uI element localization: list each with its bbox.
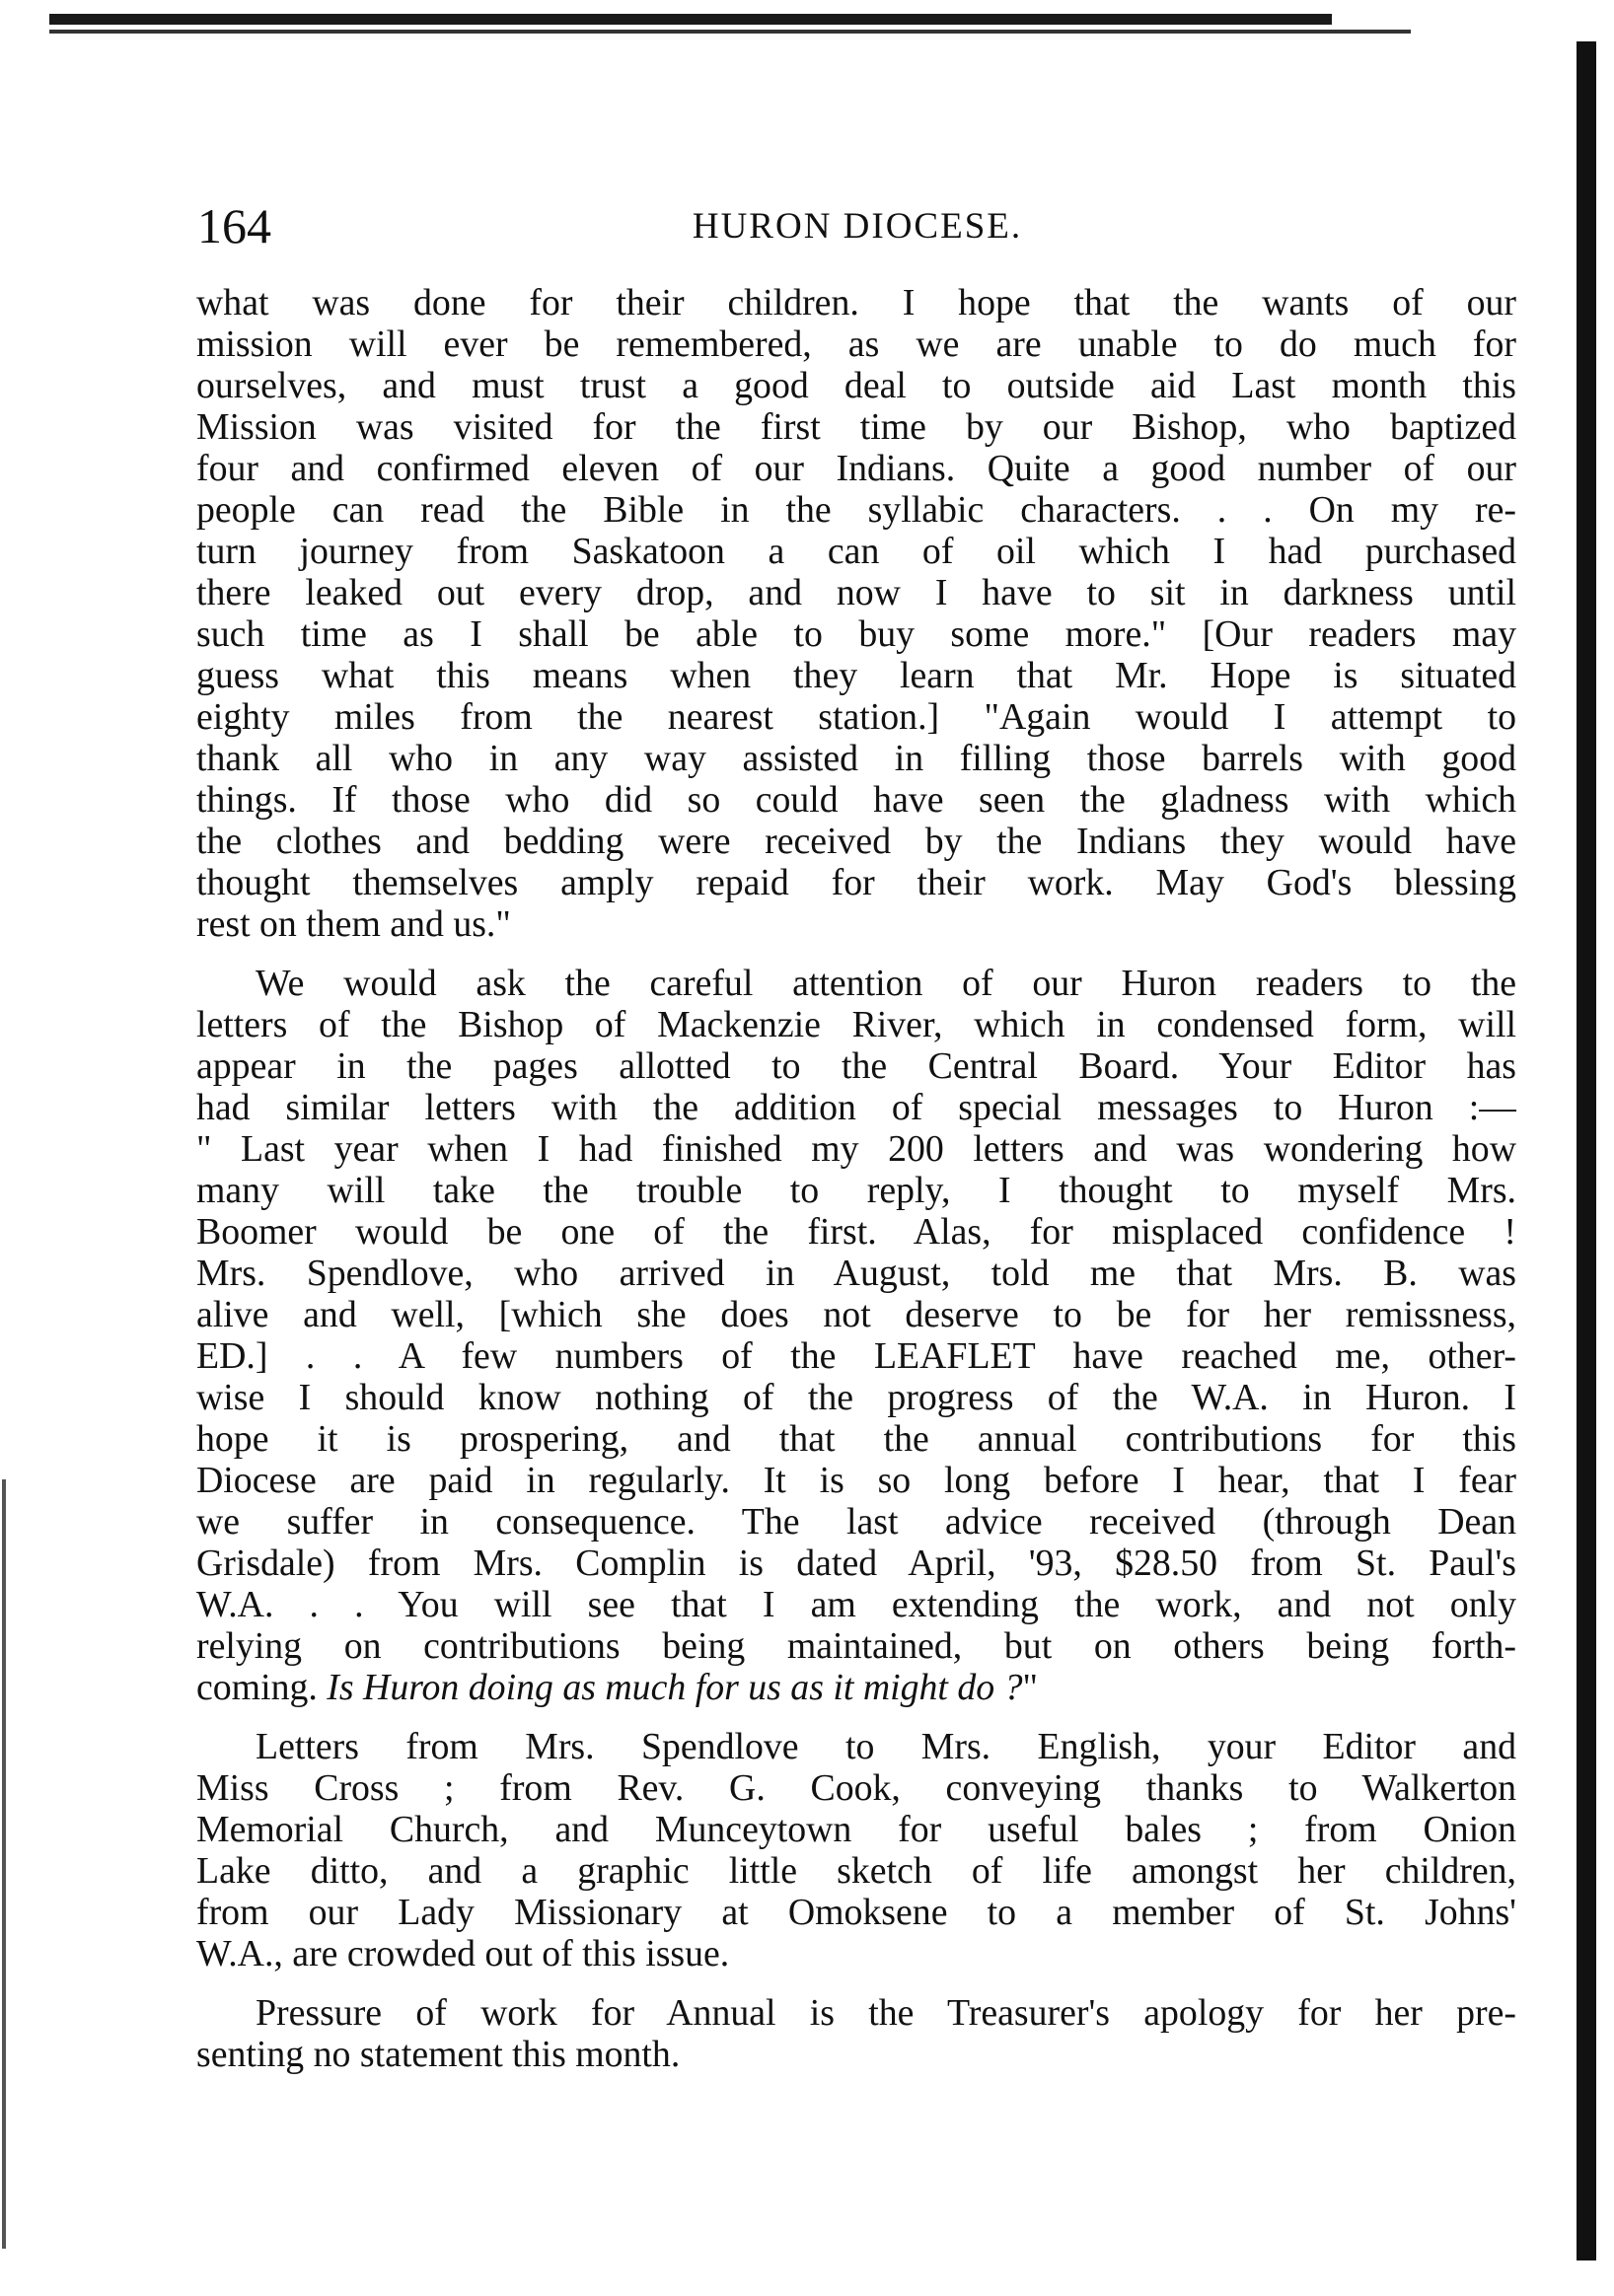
italic-quote: Is Huron doing as much for us as it might do ? bbox=[327, 1667, 1023, 1708]
text-line: wise I should know nothing of the progress of the W.A. in Huron. I bbox=[196, 1377, 1516, 1418]
top-border-rule bbox=[49, 14, 1332, 25]
text-line: W.A., are crowded out of this issue. bbox=[196, 1933, 730, 1974]
text-line: there leaked out every drop, and now I have to sit in darkness until bbox=[196, 572, 1516, 613]
text-line: Memorial Church, and Munceytown for useful bales ; from Onion bbox=[196, 1809, 1516, 1850]
text-line: the clothes and bedding were received by the Indians they would have bbox=[196, 821, 1516, 862]
text-line: rest on them and us." bbox=[196, 903, 511, 945]
text-line: thank all who in any way assisted in filling those barrels with good bbox=[196, 738, 1516, 779]
text-line: such time as I shall be able to buy some more." [Our readers may bbox=[196, 613, 1516, 655]
text-line: Mrs. Spendlove, who arrived in August, told me that Mrs. B. was bbox=[196, 1253, 1516, 1294]
text-line: alive and well, [which she does not deserve to be for her remissness, bbox=[196, 1294, 1516, 1335]
top-border-rule-thin bbox=[49, 30, 1411, 34]
text-line: we suffer in consequence. The last advice received (through Dean bbox=[196, 1501, 1516, 1543]
running-head bbox=[197, 197, 1517, 256]
text-line: hope it is prospering, and that the annual contributions for this bbox=[196, 1418, 1516, 1460]
paragraph bbox=[196, 282, 1516, 945]
running-title: HURON DIOCESE. bbox=[692, 206, 1023, 247]
text-line: Miss Cross ; from Rev. G. Cook, conveying thanks to Walkerton bbox=[196, 1767, 1516, 1809]
body-text bbox=[196, 282, 1516, 2075]
page-number: 164 bbox=[197, 198, 271, 253]
paragraph bbox=[196, 1726, 1516, 1974]
text-line: W.A. . . You will see that I am extending the work, and not only bbox=[196, 1584, 1516, 1625]
text-line: senting no statement this month. bbox=[196, 2034, 681, 2075]
text-line: relying on contributions being maintained, but on others being forth- bbox=[196, 1625, 1516, 1667]
text-line: eighty miles from the nearest station.] "Again would I attempt to bbox=[196, 696, 1516, 738]
text-line: " Last year when I had finished my 200 letters and was wondering how bbox=[196, 1128, 1516, 1170]
text-line: Pressure of work for Annual is the Treasurer's apology for her pre- bbox=[256, 1992, 1516, 2034]
text-line: Diocese are paid in regularly. It is so long before I hear, that I fear bbox=[196, 1460, 1516, 1501]
text-line: from our Lady Missionary at Omoksene to a member of St. Johns' bbox=[196, 1892, 1516, 1933]
text-span: coming. bbox=[196, 1667, 328, 1708]
text-line: many will take the trouble to reply, I thought to myself Mrs. bbox=[196, 1170, 1516, 1211]
text-line: Lake ditto, and a graphic little sketch of life amongst her children, bbox=[196, 1850, 1516, 1892]
text-line: appear in the pages allotted to the Central Board. Your Editor has bbox=[196, 1045, 1516, 1087]
text-line bbox=[196, 1667, 1516, 1708]
text-line: Mission was visited for the first time by our Bishop, who baptized bbox=[196, 406, 1516, 448]
paragraph bbox=[196, 963, 1516, 1708]
text-line: things. If those who did so could have seen the gladness with which bbox=[196, 779, 1516, 821]
text-line: turn journey from Saskatoon a can of oil which I had purchased bbox=[196, 531, 1516, 572]
page-edge-left bbox=[2, 1479, 6, 2249]
text-line: Boomer would be one of the first. Alas, for misplaced confidence ! bbox=[196, 1211, 1516, 1253]
text-line: thought themselves amply repaid for their work. May God's blessing bbox=[196, 862, 1516, 903]
text-line: guess what this means when they learn that Mr. Hope is situated bbox=[196, 655, 1516, 696]
text-line: Grisdale) from Mrs. Complin is dated April, '93, $28.50 from St. Paul's bbox=[196, 1543, 1516, 1584]
text-line: Letters from Mrs. Spendlove to Mrs. English, your Editor and bbox=[256, 1726, 1516, 1767]
text-line: ourselves, and must trust a good deal to outside aid Last month this bbox=[196, 365, 1516, 406]
text-line: had similar letters with the addition of special messages to Huron :— bbox=[196, 1087, 1516, 1128]
text-line: letters of the Bishop of Mackenzie River, which in condensed form, will bbox=[196, 1004, 1516, 1045]
text-span: " bbox=[1022, 1667, 1038, 1708]
page-edge-right bbox=[1577, 41, 1596, 2260]
text-line: four and confirmed eleven of our Indians. Quite a good number of our bbox=[196, 448, 1516, 489]
paragraph bbox=[196, 1992, 1516, 2075]
text-line: people can read the Bible in the syllabic characters. . . On my re- bbox=[196, 489, 1516, 531]
text-line: mission will ever be remembered, as we are unable to do much for bbox=[196, 323, 1516, 365]
text-line: what was done for their children. I hope that the wants of our bbox=[196, 282, 1516, 323]
text-line: We would ask the careful attention of our Huron readers to the bbox=[256, 963, 1516, 1004]
text-line: ED.] . . A few numbers of the LEAFLET have reached me, other- bbox=[196, 1335, 1516, 1377]
